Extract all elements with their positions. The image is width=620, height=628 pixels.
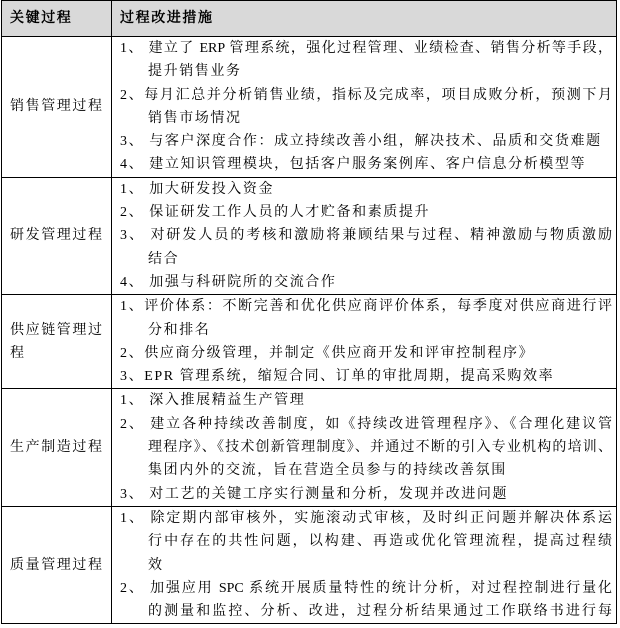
table-header-row bbox=[2, 1, 617, 37]
measure-line: 1、评价体系：不断完善和优化供应商评价体系，每季度对供应商进行评 bbox=[120, 299, 612, 315]
measure-line: 2、供应商分级管理，并制定《供应商开发和评审控制程序》 bbox=[120, 345, 535, 361]
measures-cell bbox=[112, 389, 617, 506]
measures-cell bbox=[112, 37, 617, 178]
table-row-sales-management bbox=[2, 37, 617, 178]
measure-item bbox=[120, 84, 612, 131]
table-row-production-manufacturing bbox=[2, 389, 617, 506]
measure-item bbox=[120, 413, 612, 483]
measure-line: 1、 深入推展精益生产管理 bbox=[120, 393, 306, 409]
table-row-rnd-management bbox=[2, 177, 617, 294]
measure-line: 销售市场情况 bbox=[148, 110, 242, 126]
measures-cell bbox=[112, 177, 617, 294]
measure-line: 集团内外的交流，旨在营造全员参与的持续改善氛围 bbox=[148, 463, 507, 479]
header-key-process: 关键过程 bbox=[2, 1, 112, 37]
measure-item bbox=[120, 37, 612, 84]
measure-line: 3、 与客户深度合作：成立持续改善小组，解决技术、品质和交货难题 bbox=[120, 134, 602, 150]
measure-item bbox=[120, 507, 612, 577]
measure-line: 1、 除定期内部审核外，实施滚动式审核，及时纠正问题并解决体系运 bbox=[120, 510, 612, 526]
measure-item bbox=[120, 178, 612, 201]
measure-item bbox=[120, 483, 612, 506]
measure-line: 2、 加强应用 SPC 系统开展质量特性的统计分析，对过程控制进行量化 bbox=[120, 580, 612, 596]
process-name: 研发管理过程 bbox=[2, 177, 112, 294]
measure-line: 效 bbox=[148, 557, 164, 573]
process-name: 供应链管理过程 bbox=[2, 295, 112, 389]
process-name: 销售管理过程 bbox=[2, 37, 112, 178]
measure-line: 2、 保证研发工作人员的人才贮备和素质提升 bbox=[120, 205, 431, 221]
measure-line: 的测量和监控、分析、改进，过程分析结果通过工作联络书进行每 bbox=[148, 604, 612, 620]
measure-line: 分和排名 bbox=[148, 322, 211, 338]
measure-line: 行中存在的共性问题，以构建、再造或优化管理流程，提高过程绩 bbox=[148, 534, 612, 550]
measures-cell bbox=[112, 295, 617, 389]
table-row-supply-chain-management bbox=[2, 295, 617, 389]
measure-item bbox=[120, 295, 612, 342]
measure-line: 3、EPR 管理系统，缩短合同、订单的审批周期，提高采购效率 bbox=[120, 369, 555, 385]
measure-line: 4、 加强与科研院所的交流合作 bbox=[120, 274, 337, 290]
measure-line: 结合 bbox=[148, 251, 180, 267]
measures-cell bbox=[112, 506, 617, 623]
measure-line: 2、 建立各种持续改善制度，如《持续改进管理程序》、《合理化建议管 bbox=[120, 416, 612, 432]
measure-line: 2、每月汇总并分析销售业绩，指标及完成率，项目成败分析，预测下月 bbox=[120, 87, 612, 103]
measure-line: 3、 对工艺的关键工序实行测量和分析，发现并改进问题 bbox=[120, 486, 509, 502]
measure-item bbox=[120, 153, 612, 176]
measure-item bbox=[120, 130, 612, 153]
measure-line: 1、 建立了 ERP 管理系统，强化过程管理、业绩检查、销售分析等手段， bbox=[120, 41, 612, 56]
measure-item bbox=[120, 389, 612, 412]
measure-item bbox=[120, 365, 612, 388]
process-name: 生产制造过程 bbox=[2, 389, 112, 506]
process-improvement-table bbox=[1, 0, 617, 624]
measure-item bbox=[120, 224, 612, 271]
measure-line: 理程序》、《技术创新管理制度》、并通过不断的引入专业机构的培训、 bbox=[148, 440, 612, 456]
measure-line: 4、 建立知识管理模块，包括客户服务案例库、客户信息分析模型等 bbox=[120, 157, 587, 173]
measure-item bbox=[120, 201, 612, 224]
measure-item bbox=[120, 271, 612, 294]
measure-line: 3、 对研发人员的考核和激励将兼顾结果与过程、精神激励与物质激励 bbox=[120, 228, 612, 244]
process-name: 质量管理过程 bbox=[2, 506, 112, 623]
header-improvement-measures: 过程改进措施 bbox=[112, 1, 617, 37]
measure-line: 1、 加大研发投入资金 bbox=[120, 181, 275, 197]
measure-item bbox=[120, 342, 612, 365]
table-row-quality-management bbox=[2, 506, 617, 623]
measure-item bbox=[120, 577, 612, 624]
measure-line: 提升销售业务 bbox=[148, 64, 242, 80]
